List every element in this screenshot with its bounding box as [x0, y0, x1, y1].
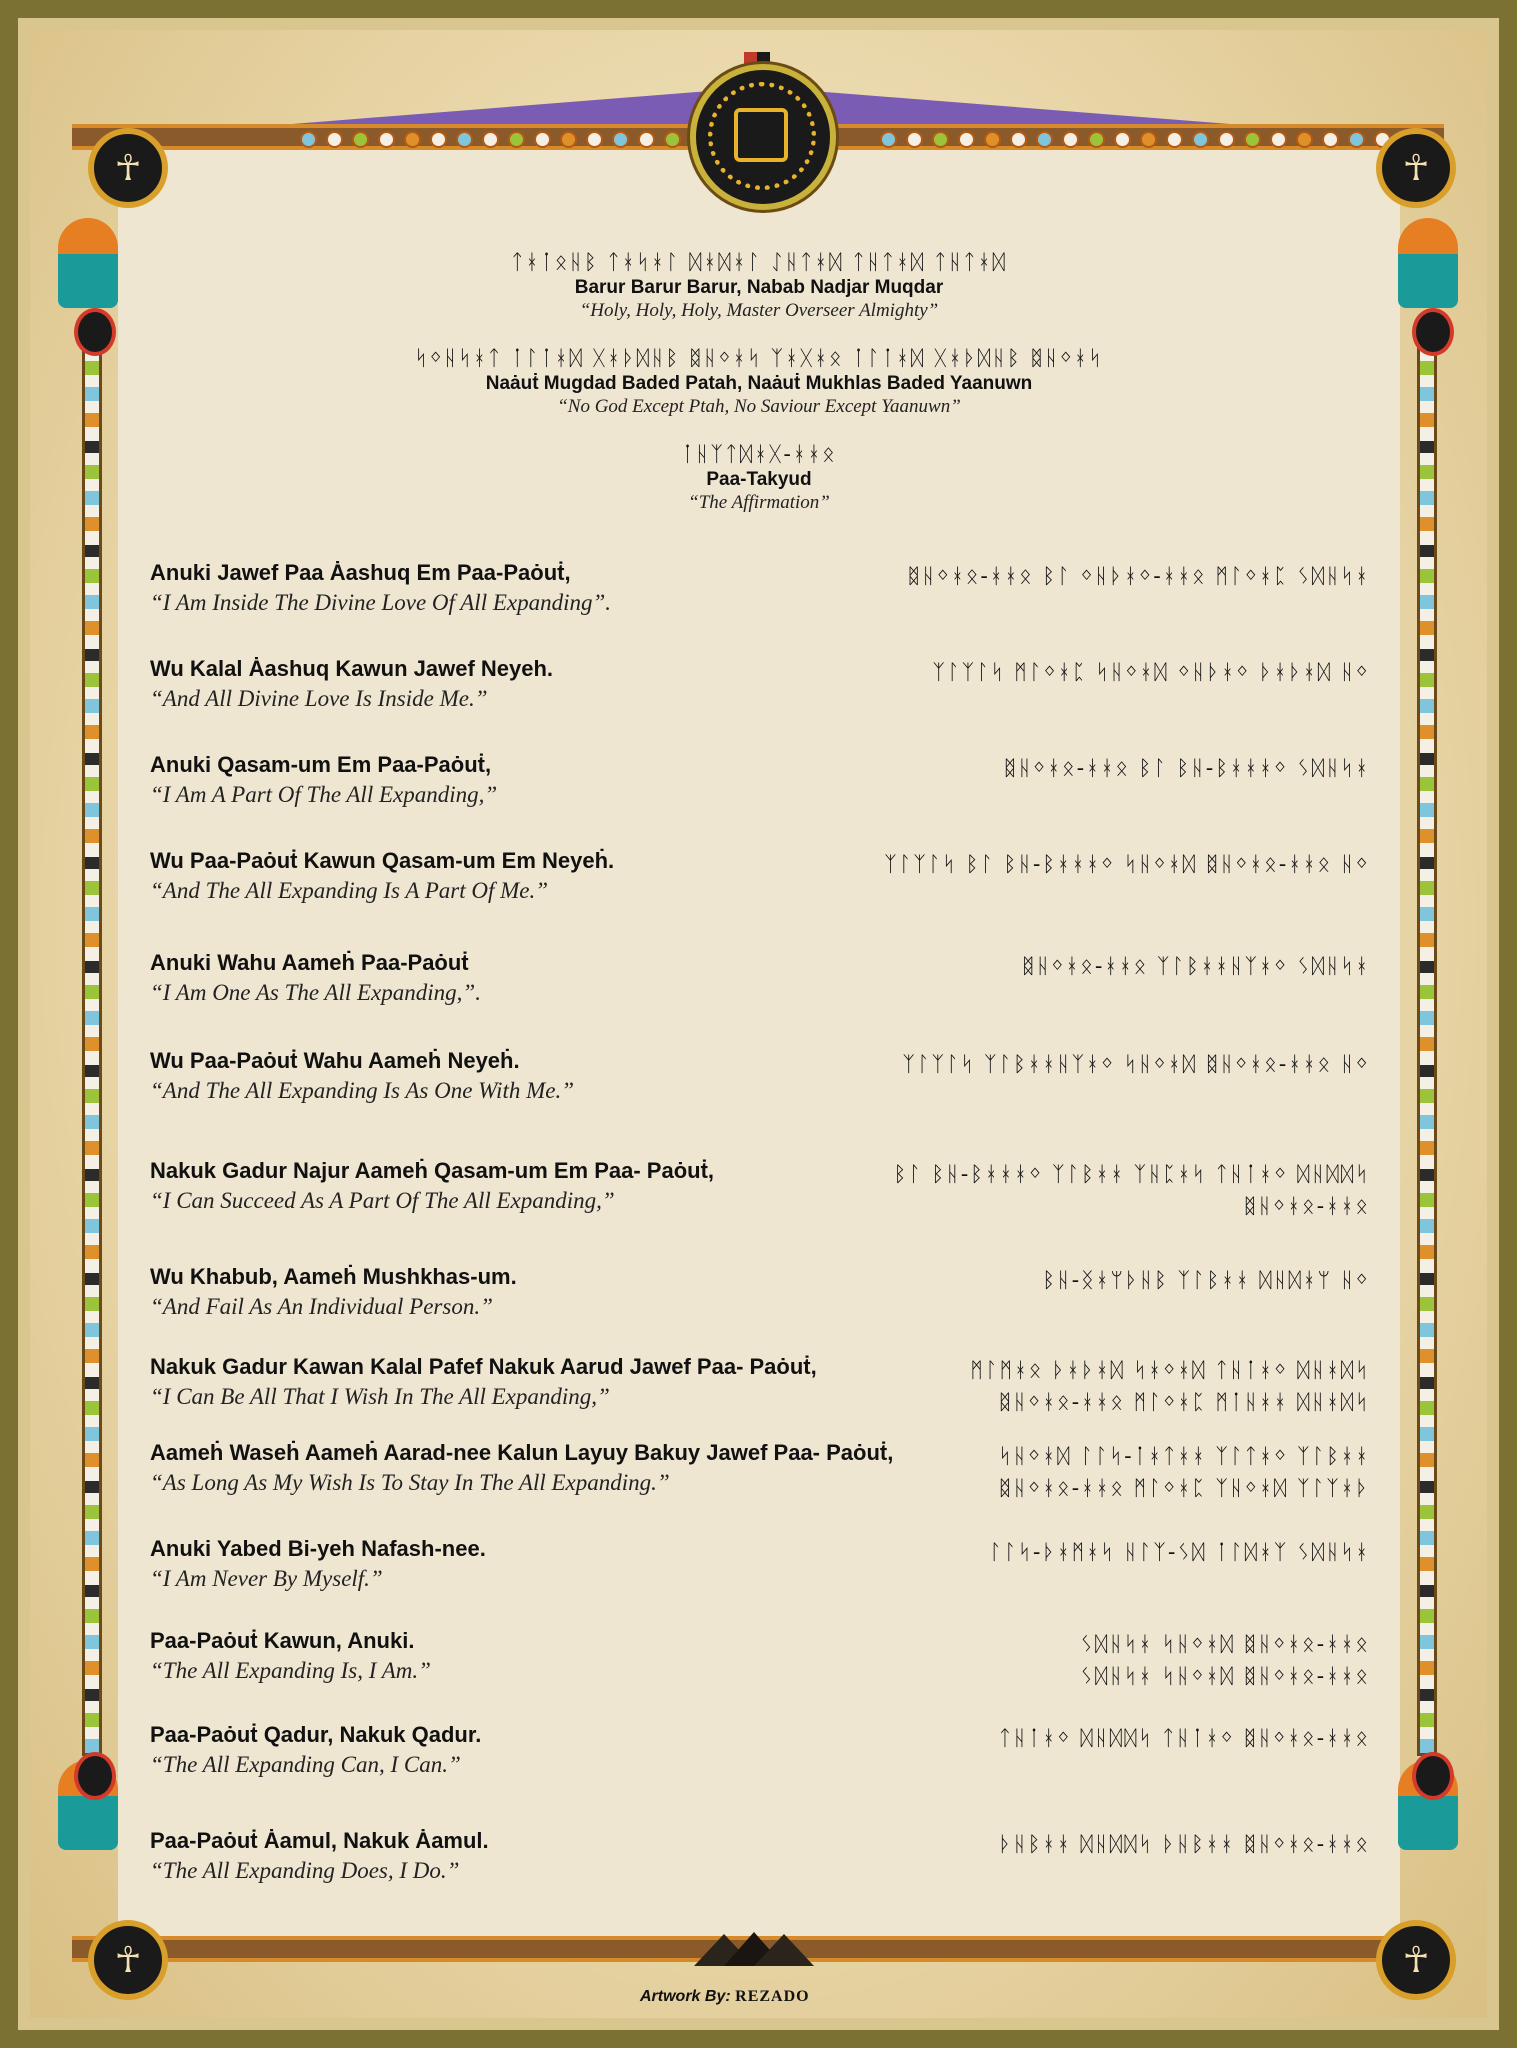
scarab-icon	[74, 308, 116, 356]
border-dot	[534, 131, 551, 148]
border-dot	[1244, 131, 1261, 148]
border-dot	[586, 131, 603, 148]
script-line: ᛋᛜᚺᛋᚼᛏ ᛙᛚᛙᚼᛞ ᚷᚼᚦᛞᚺᛒ ᛥᚺᛜᚼᛋ ᛉᚼᚷᚼᛟ ᛙᛚᛙᚼᛞ ᚷᚼᚦᛞᚺᛒ ᛥᚺᛜᚼᛋ	[414, 346, 1104, 370]
verse-text	[150, 1158, 950, 1214]
right-border-rail	[1417, 320, 1437, 1756]
verse-title: Wu Khabub, Aameḣ Mushkhas-um.	[150, 1264, 517, 1289]
script-line: ᛉᛚᛉᛚᛋ ᛉᛚᛒᚼᚼᚺᛉᚼᛜ ᛋᚺᛜᚼᛞ ᛥᚺᛜᚼᛟ-ᚼᚼᛟ ᚺᛜ	[902, 1052, 1370, 1076]
verse-text	[150, 1628, 950, 1684]
script-line: ᛥᚺᛜᚼᛟ-ᚼᚼᛟ ᛉᛚᛒᚼᚼᚺᛉᚼᛜ ᛊᛞᚺᛋᚼ	[1021, 954, 1370, 978]
verse-title: Anuki Yabed Bi-yeh Nafash-nee.	[150, 1536, 486, 1561]
verse-script	[850, 1440, 1370, 1504]
border-dot	[638, 131, 655, 148]
border-dot	[1140, 131, 1157, 148]
header-title: Barur Barur Barur, Nabab Nadjar Muqdar	[574, 277, 944, 298]
verse-title: Nakuk Gadur Kawan Kalal Pafef Nakuk Aarud Jawef Paa- Paȯuṫ,	[150, 1354, 817, 1379]
verse-script	[850, 560, 1370, 592]
verse-text	[150, 560, 950, 616]
script-line: ᛏᚼᛙᛟᚺᛒ ᛏᚼᛋᚼᛚ ᛞᚼᛞᚼᛚ ᛇᚺᛏᚼᛞ ᛏᚺᛏᚼᛞ ᛏᚺᛏᚼᛞ	[511, 250, 1007, 274]
script-line: ᛥᚺᛜᚼᛟ-ᚼᚼᛟ ᛒᛚ ᛒᚺ-ᛒᚼᚼᚼᛜ ᛊᛞᚺᛋᚼ	[1003, 756, 1370, 780]
scarab-icon	[74, 1752, 116, 1800]
border-dot	[984, 131, 1001, 148]
script-line: ᛊᛞᚺᛋᚼ ᛋᚺᛜᚼᛞ ᛥᚺᛜᚼᛟ-ᚼᚼᛟ	[1080, 1632, 1370, 1656]
verse-script	[850, 1536, 1370, 1568]
verse-script	[850, 848, 1370, 880]
verse-title: Anuki Wahu Aameḣ Paa-Paȯuṫ	[150, 950, 469, 975]
border-dot	[404, 131, 421, 148]
scarab-icon	[1412, 1752, 1454, 1800]
script-line: ᛙᚺᛉᛏᛞᚼᚷ-ᚼᚼᛟ	[681, 442, 837, 466]
verse-script	[850, 950, 1370, 982]
verse-title: Aameḣ Waseḣ Aameḣ Aarad-nee Kalun Layuy Bakuy Jawef Paa- Paȯuṫ,	[150, 1440, 894, 1465]
page-subtitle: “The Affirmation”	[688, 492, 830, 513]
script-line: ᛗᛚᛗᚼᛟ ᚦᚼᚦᚼᛞ ᛋᚼᛜᚼᛞ ᛏᚺᛙᚼᛜ ᛞᚺᚼᛞᛋ	[970, 1358, 1370, 1382]
border-dot	[482, 131, 499, 148]
script-line: ᛥᚺᛜᚼᛟ-ᚼᚼᛟ ᛗᛚᛜᚼᛈ ᛉᚺᛜᚼᛞ ᛉᛚᛉᚼᚦ	[998, 1476, 1370, 1500]
border-dot	[508, 131, 525, 148]
border-dot	[612, 131, 629, 148]
border-dot	[352, 131, 369, 148]
purple-wing-left	[292, 90, 722, 124]
verse-script	[850, 1264, 1370, 1296]
border-dot	[1270, 131, 1287, 148]
verse-title: Wu Paa-Paȯuṫ Kawun Qasam-um Em Neyeḣ.	[150, 848, 615, 873]
script-line: ᛏᚺᛙᚼᛜ ᛞᚺᛞᛞᛋ ᛏᚺᛙᚼᛜ ᛥᚺᛜᚼᛟ-ᚼᚼᛟ	[998, 1726, 1370, 1750]
script-line: ᛥᚺᛜᚼᛟ-ᚼᚼᛟ ᛒᛚ ᛜᚺᚦᚼᛜ-ᚼᚼᛟ ᛗᛚᛜᚼᛈ ᛊᛞᚺᛋᚼ	[907, 564, 1370, 588]
border-dot	[906, 131, 923, 148]
verse-text	[150, 1264, 950, 1320]
verse-script	[850, 1722, 1370, 1754]
verse-text	[150, 1828, 950, 1884]
border-dot	[880, 131, 897, 148]
script-line: ᛒᛚ ᛒᚺ-ᛒᚼᚼᚼᛜ ᛉᛚᛒᚼᚼ ᛉᚺᛈᚼᛋ ᛏᚺᛙᚼᛜ ᛞᚺᛞᛞᛋ	[893, 1162, 1370, 1186]
script-line: ᛉᛚᛉᛚᛋ ᛒᛚ ᛒᚺ-ᛒᚼᚼᚼᛜ ᛋᚺᛜᚼᛞ ᛥᚺᛜᚼᛟ-ᚼᚼᛟ ᚺᛜ	[884, 852, 1370, 876]
scarab-icon	[1412, 308, 1454, 356]
border-dot	[932, 131, 949, 148]
border-dot	[326, 131, 343, 148]
header-group-holy	[300, 250, 1218, 322]
verse-translation: “And The All Expanding Is A Part Of Me.”	[150, 878, 549, 903]
lotus-icon	[1398, 218, 1458, 308]
verse-translation: “As Long As My Wish Is To Stay In The All Expanding.”	[150, 1470, 670, 1495]
border-dot	[1218, 131, 1235, 148]
verse-text	[150, 950, 950, 1006]
script-line: ᛥᚺᛜᚼᛟ-ᚼᚼᛟ ᛗᛚᛜᚼᛈ ᛗᛙᚺᚼᚼ ᛞᚺᚼᛞᛋ	[998, 1390, 1370, 1414]
verse-title: Paa-Paȯuṫ Kawun, Anuki.	[150, 1628, 415, 1653]
script-line: ᛒᚺ-ᛝᚼᛘᚦᚺᛒ ᛉᛚᛒᚼᚼ ᛞᚺᛞᚼᛘ ᚺᛜ	[1042, 1268, 1370, 1292]
script-line: ᛥᚺᛜᚼᛟ-ᚼᚼᛟ	[1243, 1194, 1370, 1218]
border-dot	[1166, 131, 1183, 148]
verse-title: Paa-Paȯuṫ Ȧamul, Nakuk Ȧamul.	[150, 1828, 489, 1853]
verse-text	[150, 1048, 950, 1104]
pyramids-icon	[694, 1930, 814, 1966]
border-dot	[456, 131, 473, 148]
verse-script	[850, 1828, 1370, 1860]
verse-translation: “And The All Expanding Is As One With Me.”	[150, 1078, 574, 1103]
page-title: Paa-Takyud	[706, 469, 812, 490]
border-dots-right	[880, 131, 1391, 148]
border-dot	[1348, 131, 1365, 148]
header-translation: “Holy, Holy, Holy, Master Overseer Almighty”	[579, 300, 939, 321]
border-dot	[1114, 131, 1131, 148]
verse-title: Nakuk Gadur Najur Aameḣ Qasam-um Em Paa- Paȯuṫ,	[150, 1158, 715, 1183]
border-dot	[378, 131, 395, 148]
purple-wing-right	[800, 90, 1230, 124]
verse-translation: “I Am Never By Myself.”	[150, 1566, 383, 1591]
verse-script	[850, 1628, 1370, 1692]
verse-title: Wu Paa-Paȯuṫ Wahu Aameḣ Neyeḣ.	[150, 1048, 520, 1073]
border-dot	[1062, 131, 1079, 148]
script-line: ᛉᛚᛉᛚᛋ ᛗᛚᛜᚼᛈ ᛋᚺᛜᚼᛞ ᛜᚺᚦᚼᛜ ᚦᚼᚦᚼᛞ ᚺᛜ	[932, 660, 1370, 684]
verse-script	[850, 752, 1370, 784]
border-dot	[1322, 131, 1339, 148]
border-dot	[560, 131, 577, 148]
verse-translation: “And Fail As An Individual Person.”	[150, 1294, 493, 1319]
verse-text	[150, 656, 950, 712]
verse-translation: “I Am One As The All Expanding,”.	[150, 980, 481, 1005]
ankh-disc-icon: ☥	[1376, 128, 1456, 208]
verse-translation: “I Am Inside The Divine Love Of All Expanding”.	[150, 590, 612, 615]
ankh-disc-icon: ☥	[88, 128, 168, 208]
border-dot	[1036, 131, 1053, 148]
verse-translation: “The All Expanding Is, I Am.”	[150, 1658, 431, 1683]
border-dot	[1192, 131, 1209, 148]
verse-text	[150, 1722, 950, 1778]
verse-text	[150, 848, 950, 904]
artwork-label: Artwork By:	[640, 1988, 731, 2005]
verse-translation: “I Can Succeed As A Part Of The All Expanding,”	[150, 1188, 615, 1213]
ankh-disc-icon: ☥	[88, 1920, 168, 2000]
header-translation: “No God Except Ptah, No Saviour Except Yaanuwn”	[557, 396, 961, 417]
ankh-disc-icon: ☥	[1376, 1920, 1456, 2000]
border-dot	[300, 131, 317, 148]
border-dot	[958, 131, 975, 148]
verse-title: Paa-Paȯuṫ Qadur, Nakuk Qadur.	[150, 1722, 482, 1747]
seal-emblem	[690, 64, 836, 210]
script-line: ᚦᚺᛒᚼᚼ ᛞᚺᛞᛞᛋ ᚦᚺᛒᚼᚼ ᛥᚺᛜᚼᛟ-ᚼᚼᛟ	[998, 1832, 1370, 1856]
verse-translation: “I Can Be All That I Wish In The All Expanding,”	[150, 1384, 610, 1409]
verse-title: Anuki Jawef Paa Ȧashuq Em Paa-Paȯuṫ,	[150, 560, 571, 585]
header-group-affirmation	[300, 442, 1218, 514]
verse-translation: “The All Expanding Does, I Do.”	[150, 1858, 460, 1883]
header-group-god	[300, 346, 1218, 418]
verse-text	[150, 1536, 950, 1592]
verse-script	[850, 656, 1370, 688]
verse-script	[850, 1158, 1370, 1222]
script-line: ᛋᚺᛜᚼᛞ ᛚᛚᛋ-ᛙᚼᛏᚼᚼ ᛉᛚᛏᚼᛜ ᛉᛚᛒᚼᚼ	[998, 1444, 1370, 1468]
verse-title: Wu Kalal Ȧashuq Kawun Jawef Neyeh.	[150, 656, 554, 681]
verse-text	[150, 1354, 950, 1410]
brand-logo: REZADO	[735, 1988, 810, 2005]
script-line: ᛊᛞᚺᛋᚼ ᛋᚺᛜᚼᛞ ᛥᚺᛜᚼᛟ-ᚼᚼᛟ	[1080, 1664, 1370, 1688]
header-title: Naȧuṫ Mugdad Baded Patah, Naȧuṫ Mukhlas Baded Yaanuwn	[485, 373, 1033, 394]
verse-script	[850, 1354, 1370, 1418]
border-dot	[664, 131, 681, 148]
header-block	[300, 250, 1218, 538]
border-dot	[430, 131, 447, 148]
border-dot	[1296, 131, 1313, 148]
verse-text	[150, 752, 950, 808]
lotus-icon	[58, 218, 118, 308]
left-border-rail	[82, 320, 102, 1756]
border-dot	[1010, 131, 1027, 148]
verse-text	[150, 1440, 950, 1496]
verse-script	[850, 1048, 1370, 1080]
verse-translation: “I Am A Part Of The All Expanding,”	[150, 782, 498, 807]
verse-translation: “And All Divine Love Is Inside Me.”	[150, 686, 488, 711]
artwork-credit	[640, 1988, 880, 2006]
verse-translation: “The All Expanding Can, I Can.”	[150, 1752, 461, 1777]
border-dot	[1088, 131, 1105, 148]
script-line: ᛚᛚᛋ-ᚦᚼᛗᚼᛋ ᚺᛚᛉ-ᛊᛞ ᛙᛚᛞᚼᛉ ᛊᛞᚺᛋᚼ	[989, 1540, 1370, 1564]
verse-title: Anuki Qasam-um Em Paa-Paȯuṫ,	[150, 752, 492, 777]
